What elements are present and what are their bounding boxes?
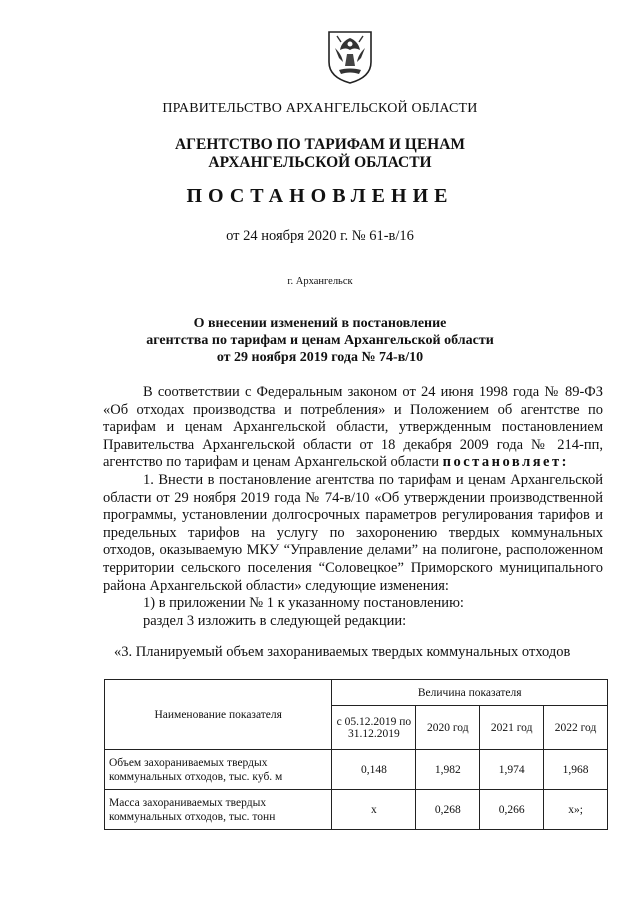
table-cell: х — [332, 790, 416, 830]
sub-item-1-paragraph: 1) в приложении № 1 к указанному постановлению: — [143, 595, 464, 612]
section-instruction-paragraph: раздел 3 изложить в следующей редакции: — [143, 612, 407, 629]
table-cell: 1,982 — [416, 750, 480, 790]
table-row — [105, 790, 608, 830]
item-1-paragraph: 1. Внести в постановление агентства по тарифам и ценам Архангельской области от 29 ноября 2019 года № 74-в/10 «Об утверждении производственной программы, установлении долгосрочных параметров регулирования тарифов и предельных тарифов на услугу по захоронению твердых коммунальных отходов, оказываемую МКУ “Управление делами” на полигоне, расположенном территории сельского поселения “Соловецкое” Приморского муниципального района Архангельской области» следующие изменения: — [103, 471, 603, 594]
document-type: ПОСТАНОВЛЕНИЕ — [186, 185, 454, 207]
col-header-period-2022: 2022 год — [544, 706, 608, 750]
col-header-period-2019: с 05.12.2019 по 31.12.2019 — [332, 706, 416, 750]
resolves-word: постановляет: — [442, 454, 569, 471]
row-name-volume: Объем захораниваемых твердых коммунальных отходов, тыс. куб. м — [105, 750, 332, 790]
agency-name — [0, 136, 640, 172]
col-header-value-group: Величина показателя — [332, 680, 608, 706]
subject-line3: от 29 ноября 2019 года № 74-в/10 — [216, 350, 424, 365]
table-cell: 0,266 — [480, 790, 544, 830]
table-cell: 0,268 — [416, 790, 480, 830]
table-row — [105, 750, 608, 790]
document-body — [103, 384, 603, 630]
coat-of-arms-icon — [325, 28, 375, 84]
preamble-text: В соответствии с Федеральным законом от 24 июня 1998 года № 89-ФЗ «Об отходах производства и потребления» и Положением об агентстве по тарифам и ценам Архангельской области, утвержденным постановлением Правительства Архангельской области от 18 декабря 2009 года № 214-пп, агентство по тарифам и ценам Архангельской области — [103, 384, 603, 471]
agency-name-line2: АРХАНГЕЛЬСКОЙ ОБЛАСТИ — [208, 154, 432, 171]
document-date-number: от 24 ноября 2020 г. № 61-в/16 — [226, 228, 414, 244]
subject-line1: О внесении изменений в постановление — [193, 316, 447, 331]
col-header-period-2021: 2021 год — [480, 706, 544, 750]
preamble-paragraph — [103, 384, 603, 472]
agency-name-line1: АГЕНТСТВО ПО ТАРИФАМ И ЦЕНАМ — [174, 136, 466, 153]
row-name-mass: Масса захораниваемых твердых коммунальных отходов, тыс. тонн — [105, 790, 332, 830]
government-name: ПРАВИТЕЛЬСТВО АРХАНГЕЛЬСКОЙ ОБЛАСТИ — [162, 101, 478, 116]
table-cell: 1,974 — [480, 750, 544, 790]
waste-volume-table — [104, 679, 608, 830]
city-name: г. Архангельск — [287, 276, 353, 287]
document-subject — [0, 315, 640, 366]
table-cell: 0,148 — [332, 750, 416, 790]
col-header-indicator-name: Наименование показателя — [105, 680, 332, 750]
table-cell: х»; — [544, 790, 608, 830]
section-title: «3. Планируемый объем захораниваемых твердых коммунальных отходов — [114, 644, 571, 660]
col-header-period-2020: 2020 год — [416, 706, 480, 750]
table-cell: 1,968 — [544, 750, 608, 790]
subject-line2: агентства по тарифам и ценам Архангельской области — [146, 333, 494, 348]
